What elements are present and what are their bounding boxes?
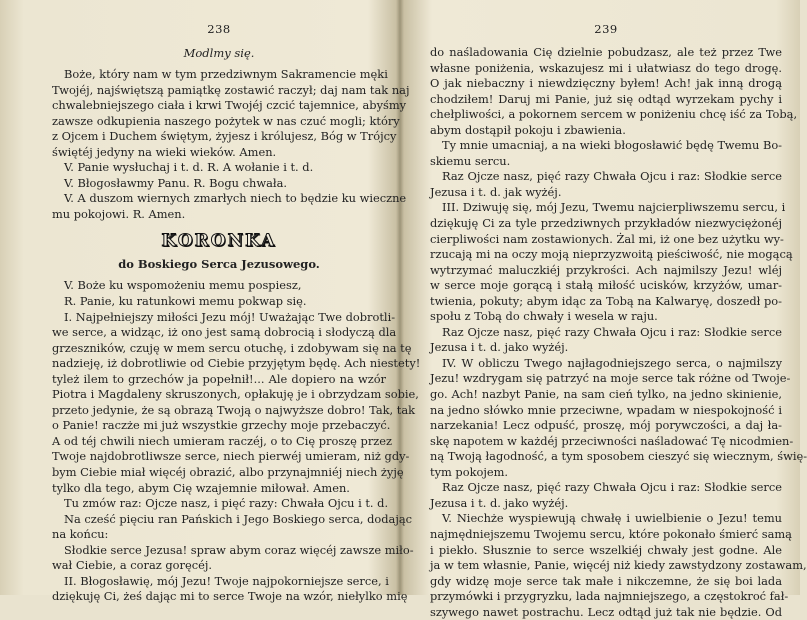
prayer-block xyxy=(52,67,410,160)
text-line: rzucają mi na oczy moją nieprzyzwoitą pieściwość, nie mogącą xyxy=(430,247,793,262)
text-line: szywego nawet postrachu. Lecz odtąd już tak nie będzie. Od xyxy=(430,604,782,619)
text-line: świętéj jedyny na wieki wieków. Amen. xyxy=(52,144,277,159)
text-line: chełpliwości, a pokornem sercem w poniżeniu chcę iść za Tobą, xyxy=(430,107,798,122)
text-line: cierpliwości nam zostawionych. Żal mi, iż one bez użytku wy- xyxy=(430,231,784,246)
chaplet-block-2 xyxy=(52,496,414,605)
text-line: V. Panie wysłuchaj i t. d. R. A wołanie i t. d. xyxy=(64,160,314,175)
text-line: gdy widzę moje serce tak małe i nikczemne, że się boi lada xyxy=(430,573,782,588)
text-line: V. Błogosławmy Panu. R. Bogu chwała. xyxy=(64,175,287,190)
text-line: grzeszników, czuję w mem sercu otuchę, i zdobywam się na tę xyxy=(52,340,412,355)
text-line: na końcu: xyxy=(52,527,109,542)
text-line: Tu zmów raz: Ojcze nasz, i pięć razy: Chwała Ojcu i t. d. xyxy=(64,496,389,511)
text-line: wytrzymać maluczkiéj przykrości. Ach najmilszy Jezu! wléj xyxy=(430,262,782,277)
text-line: Ty mnie umacniaj, a na wieki błogosławić będę Twemu Bo- xyxy=(442,138,783,153)
text-line: nadzieję, iż dobrotliwie od Ciebie przyjętym będę. Ach niestety! xyxy=(52,356,421,371)
text-line: III. Dziwuję się, mój Jezu, Twemu najcierpliwszemu sercu, i xyxy=(442,200,786,215)
text-line: Jezusa i t. d. jako wyżéj. xyxy=(430,495,569,510)
chaplet-title: KORONKA xyxy=(161,231,277,252)
text-line: ja w tem własnie, Panie, więcéj niż kiedy zawstydzony zostawam, xyxy=(430,558,807,573)
text-line: chwalebniejszego ciała i krwi Twojéj czcić tajemnice, abyśmy xyxy=(52,98,407,113)
chaplet-block-1 xyxy=(52,278,421,496)
text-line: R. Panie, ku ratunkowi memu pokwap się. xyxy=(64,294,307,309)
text-line: w serce moje gorącą i stałą miłość ucisków, krzyżów, umar- xyxy=(430,278,782,293)
text-line: dziękuję Ci, żeś dając mi to serce Twoje na wzór, niełylko mię xyxy=(52,589,408,604)
right-page-text xyxy=(430,45,807,620)
prayer-heading: Modlmy się. xyxy=(183,46,255,60)
text-line: skę napotem w każdéj przeciwności naśladować Tę nicodmien- xyxy=(430,433,794,448)
text-line: O jak niebaczny i niewdzięczny byłem! Ach! jak inną drogą xyxy=(430,76,782,91)
text-line: do naśladowania Cię dzielnie pobudzasz, ale też przez Twe xyxy=(430,45,782,59)
chaplet-subtitle: do Boskiego Serca Jezusowego. xyxy=(118,257,320,272)
text-line: Boże, który nam w tym przedziwnym Sakramencie męki xyxy=(64,67,388,81)
text-line: I. Najpełniejszy miłości Jezu mój! Uważając Twe dobrotli- xyxy=(64,309,396,324)
text-line: przymówki i przygryzku, lada najmniejszego, a częstokroć fał- xyxy=(430,589,789,604)
text-line: ną Twoją łagodność, a tym sposobem cieszyć się wiecznym, świę- xyxy=(430,449,807,464)
text-line: dziękuję Ci za tyle przedziwnych przykładów niezwyciężonéj xyxy=(430,216,782,231)
text-line: z Ojcem i Duchem świętym, żyjesz i królujesz, Bóg w Trójcy xyxy=(52,129,397,144)
text-line: i piekło. Słusznie to serce wszelkiéj chwały jest godne. Ale xyxy=(430,542,782,557)
text-line: chodziłem! Daruj mi Panie, już się odtąd wyrzekam pychy i xyxy=(430,91,782,106)
text-line: twienia, pokuty; abym idąc za Tobą na Kalwaryę, doszedł po- xyxy=(430,293,782,308)
text-line: społu z Tobą do chwały i wesela w raju. xyxy=(430,309,658,324)
text-line: V. Boże ku wspomożeniu memu pospiesz, xyxy=(64,278,302,293)
text-line: Na cześć pięciu ran Pańskich i Jego Boskiego serca, dodając xyxy=(64,511,413,526)
text-line: o Panie! raczże mi już wszystkie grzechy moje przebaczyć. xyxy=(52,418,391,433)
text-line: narzekania! Lecz odpuść, proszę, mój porywczości, a daj ła- xyxy=(430,418,782,433)
text-line: Słodkie serce Jezusa! spraw abym coraz więcéj zawsze miło- xyxy=(64,542,414,557)
text-line: abym dostąpił pokoju i zbawienia. xyxy=(430,122,626,137)
text-line: go. Ach! nazbyt Panie, na sam cień tylko, na jedno skinienie, xyxy=(430,387,782,402)
text-line: skiemu sercu. xyxy=(430,153,511,168)
text-line: własne poniżenia, wskazujesz mi i ułatwiasz do tego drogę. xyxy=(430,60,782,75)
text-line: najmędniejszemu Twojemu sercu, które pokonało śmierć samą xyxy=(430,526,792,541)
text-line: wał Ciebie, a coraz goręcéj. xyxy=(52,558,212,573)
text-line: A od téj chwili niech umieram raczéj, o to Cię proszę przez xyxy=(52,433,393,448)
right-page-number: 239 xyxy=(594,22,618,36)
text-line: mu pokojowi. R. Amen. xyxy=(52,206,186,221)
text-line: przeto jedynie, że są obrazą Twoją o najwyższe dobro! Tak, tak xyxy=(52,402,416,417)
right-page xyxy=(400,0,807,619)
text-line: tyleż ilem to grzechów ja popełnił!... Ale dopiero na wzór xyxy=(52,371,386,386)
text-line: bym Ciebie miał więcéj obrazić, albo przynajmniéj niech żyję xyxy=(52,465,404,480)
left-page-number: 238 xyxy=(207,22,231,36)
text-line: Jezu! wzdrygam się patrzyć na moje serce tak różne od Twoje- xyxy=(430,371,791,386)
text-line: zawsze odkupienia naszego pożytek w nas czuć mogli; który xyxy=(52,113,400,128)
text-line: V. A duszom wiernych zmarłych niech to będzie ku wieczne xyxy=(64,191,407,206)
text-line: Piotra i Magdaleny skruszonych, opłakuję je i obrzydzam sobie, xyxy=(52,387,419,402)
text-line: II. Błogosławię, mój Jezu! Twoje najpokorniejsze serce, i xyxy=(64,573,389,588)
text-line: we serce, a widząc, iż ono jest samą dobrocią i słodyczą dla xyxy=(52,325,397,340)
text-line: Twojéj, najświętszą pamiątkę zostawić raczył; daj nam tak naj xyxy=(52,82,410,97)
text-line: tylko dla tego, abym Cię wzajemnie miłował. Amen. xyxy=(52,480,350,495)
text-line: Raz Ojcze nasz, pięć razy Chwała Ojcu i raz: Słodkie serce xyxy=(442,480,782,495)
versicle-block xyxy=(52,160,407,222)
text-line: tym pokojem. xyxy=(430,464,509,479)
text-line: IV. W obliczu Twego najłagodniejszego serca, o najmilszy xyxy=(442,355,782,370)
text-line: Twoje najdobrotliwsze serce, niech pierwéj umieram, niż gdy- xyxy=(52,449,410,464)
text-line: Jezusa i t. d. jako wyżéj. xyxy=(430,340,569,355)
text-line: na jedno słówko mnie przeciwne, wpadam w niespokojność i xyxy=(430,402,782,417)
text-line: Jezusa i t. d. jak wyżéj. xyxy=(430,184,562,199)
text-line: Raz Ojcze nasz, pięć razy Chwała Ojcu i raz: Słodkie serce xyxy=(442,169,782,184)
text-line: Raz Ojcze nasz, pięć razy Chwała Ojcu i raz: Słodkie serce xyxy=(442,324,782,339)
text-line: V. Niechże wyspiewują chwałę i uwielbienie o Jezu! temu xyxy=(442,511,782,526)
